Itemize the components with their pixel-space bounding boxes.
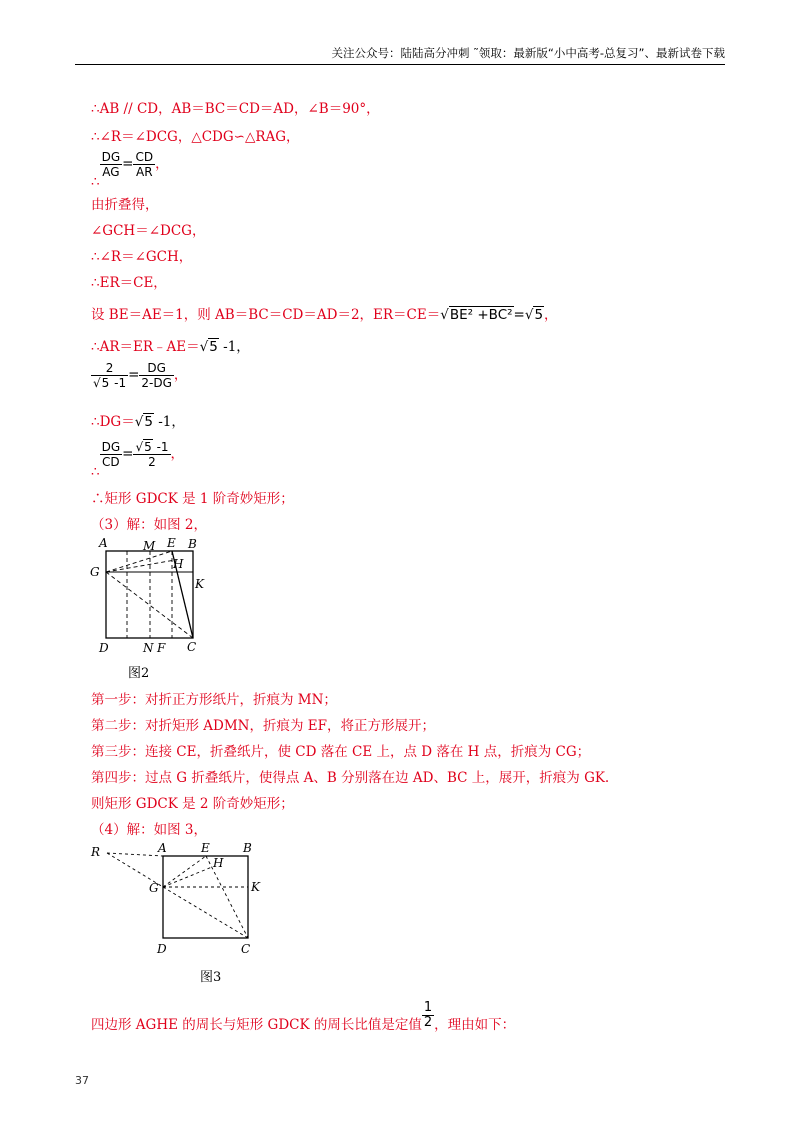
fraction-dg-ag: $\frac{DG}{AG}$ — [101, 150, 121, 179]
fig2-label-f: F — [157, 641, 166, 655]
fig2-label-d: D — [99, 641, 109, 655]
figure-3-diagram — [85, 838, 275, 963]
line-12: ∴ $\frac{DG}{CD}$ = $\frac{√5 -1}{2}$ ， — [91, 440, 185, 480]
line-21: 四边形 AGHE 的周长与矩形 GDCK 的周长比值是定值 $\frac{1}{2}$ ，理由如下： — [91, 1000, 516, 1033]
fig2-label-m: M — [143, 539, 156, 553]
fig3-label-b: B — [243, 841, 252, 855]
fig2-label-b: B — [188, 537, 197, 551]
fig3-ra-line — [107, 853, 163, 856]
line-13: ∴矩形 GDCK 是 1 阶奇妙矩形； — [91, 491, 294, 507]
fig2-label-k: K — [195, 577, 204, 591]
fig3-label-c: C — [241, 942, 251, 956]
line-2-text: ∴∠R＝∠DCG，△CDG∽△RAG， — [91, 129, 300, 145]
fig3-square — [163, 856, 248, 938]
page-number: 37 — [75, 1074, 89, 1087]
fraction-root5-minus1-over-2: $\frac{√5 -1}{2}$ — [135, 440, 169, 469]
fig3-gh-line — [163, 867, 212, 887]
line-1-text: ∴AB // CD，AB＝BC＝CD＝AD，∠B＝90°， — [91, 101, 380, 117]
sqrt-expression: √BE² +BC² — [440, 307, 513, 323]
fig2-label-c: C — [187, 640, 197, 654]
fig3-gc-line — [163, 887, 248, 938]
line-2 — [91, 125, 300, 145]
fig2-label-a: A — [99, 536, 108, 550]
fraction-2-over-root5: $\frac{2}{√5 -1}$ — [93, 361, 127, 390]
fig3-label-a: A — [158, 841, 167, 855]
fig2-ge-line — [106, 551, 172, 572]
line-16: 第二步：对折矩形 ADMN，折痕为 EF，将正方形展开； — [91, 718, 436, 734]
fig2-label-e: E — [167, 536, 176, 550]
line-19: 则矩形 GDCK 是 2 阶奇妙矩形； — [91, 796, 294, 812]
figure-2-diagram — [85, 532, 215, 657]
line-5: ∠GCH＝∠DCG， — [91, 223, 206, 239]
fraction-dg-cd: $\frac{DG}{CD}$ — [101, 440, 121, 469]
line-11: ∴DG＝√5 -1， — [91, 414, 185, 430]
line-3: ∴ $\frac{DG}{AG}$ = $\frac{CD}{AR}$ ， — [91, 150, 169, 190]
fig3-label-r: R — [91, 845, 101, 859]
fig3-ge-line — [163, 856, 206, 887]
line-20: （4）解：如图 3， — [91, 822, 207, 838]
line-15: 第一步：对折正方形纸片，折痕为 MN； — [91, 692, 337, 708]
fig3-label-k: K — [251, 880, 260, 894]
line-9: ∴AR＝ER﹣AE＝√5 -1， — [91, 339, 250, 355]
fraction-dg-over-2-dg: $\frac{DG}{2-DG}$ — [141, 361, 172, 390]
fig2-gh-line — [106, 560, 175, 572]
fraction-one-half: $\frac{1}{2}$ — [423, 1000, 433, 1030]
fig2-label-g: G — [90, 565, 100, 579]
line-7: ∴ER＝CE， — [91, 275, 167, 291]
line-10: $\frac{2}{√5 -1}$ = $\frac{DG}{2-DG}$ ， — [93, 361, 188, 390]
fig2-label-n: N — [143, 641, 154, 655]
fig3-label-h: H — [213, 856, 224, 870]
fig3-label-e: E — [201, 841, 210, 855]
sqrt-5: √5 — [524, 307, 544, 323]
line-18: 第四步：过点 G 折叠纸片，使得点 A、B 分别落在边 AD、BC 上，展开，折痕为 GK. — [91, 770, 610, 786]
fig3-label-g: G — [149, 881, 159, 895]
fraction-cd-ar: $\frac{CD}{AR}$ — [135, 150, 154, 179]
therefore-symbol: ∴ — [91, 174, 100, 190]
line-14: （3）解：如图 2， — [91, 517, 207, 533]
figure-2-caption: 图2 — [128, 666, 150, 681]
line-1 — [91, 97, 380, 117]
line-6: ∴∠R＝∠GCH， — [91, 249, 193, 265]
line-17: 第三步：连接 CE，折叠纸片，使 CD 落在 CE 上，点 D 落在 H 点，折痕为 CG； — [91, 744, 591, 760]
page-header — [75, 46, 725, 65]
line-8: 设 BE＝AE＝1，则 AB＝BC＝CD＝AD＝2，ER＝CE＝√BE² +BC²=√5， — [91, 307, 558, 323]
fig3-label-d: D — [157, 942, 167, 956]
fig2-label-h: H — [173, 557, 184, 571]
figure-3-caption: 图3 — [200, 970, 222, 985]
line-4: 由折叠得， — [91, 197, 159, 213]
header-text: 关注公众号：陆陆高分冲刺 ˜领取：最新版“小中高考-总复习”、最新试卷下载 — [331, 46, 725, 60]
